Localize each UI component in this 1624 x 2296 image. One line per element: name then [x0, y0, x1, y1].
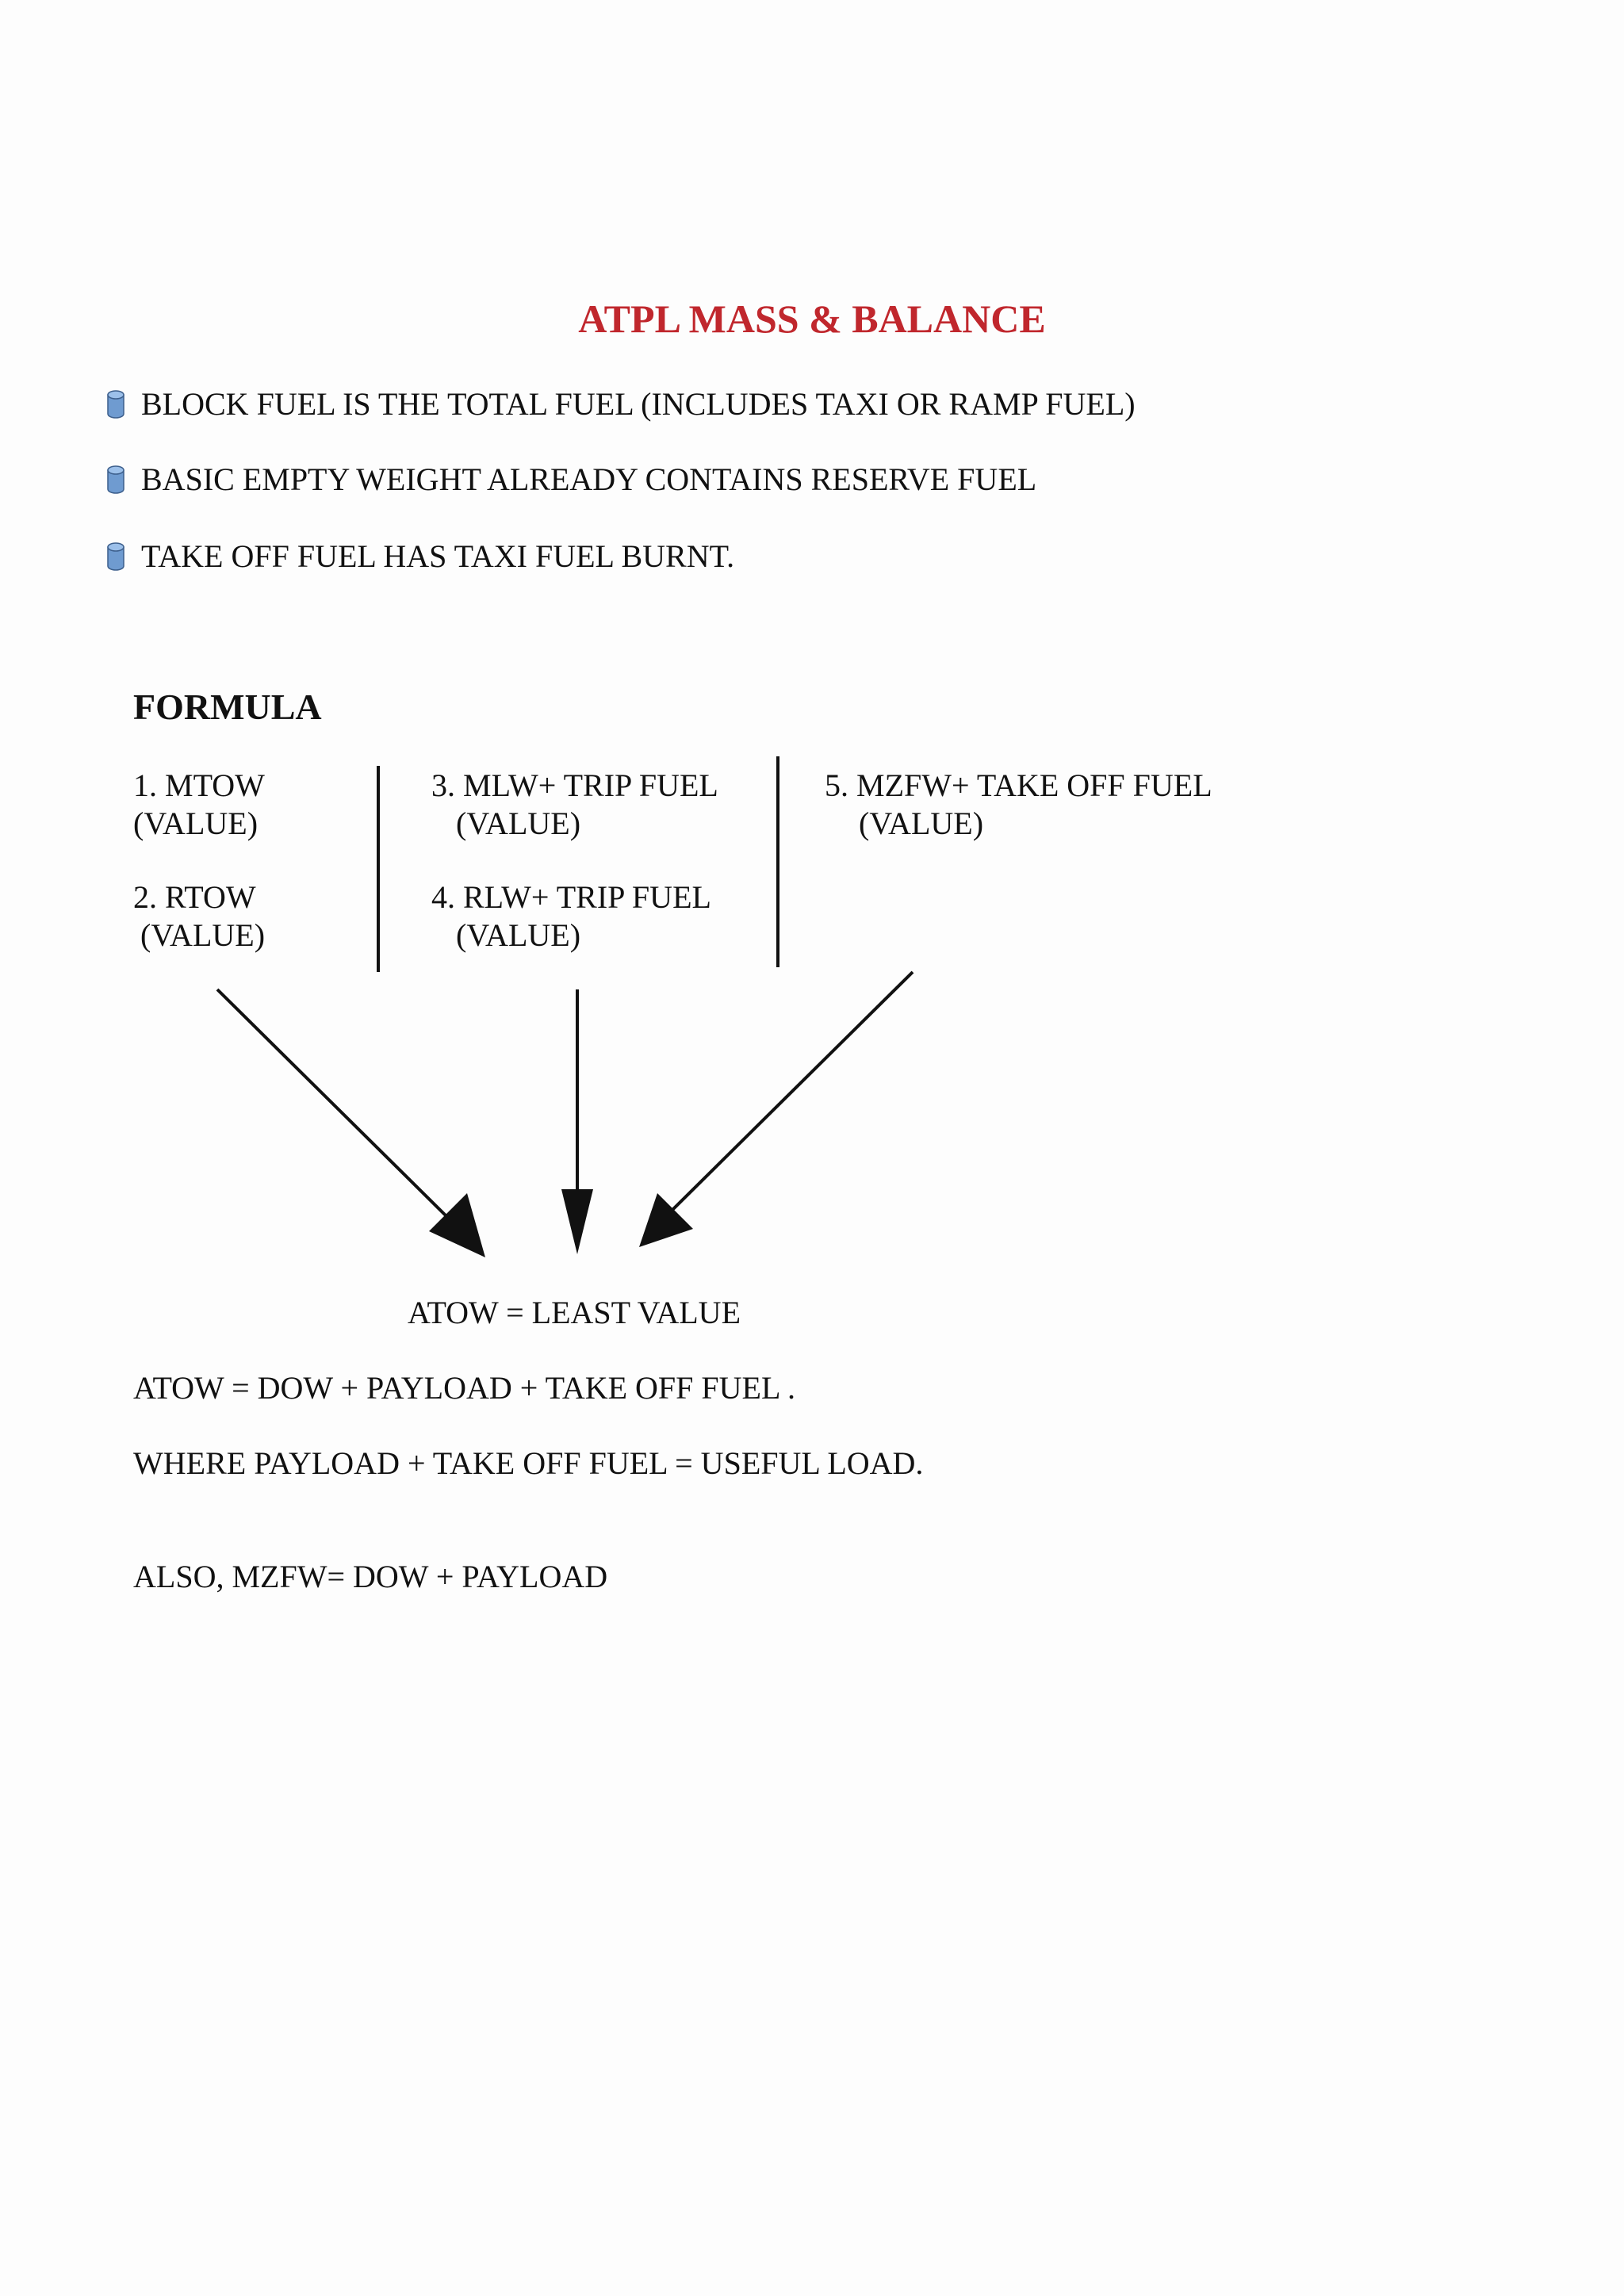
formula-item-4-label: 4. RLW+ TRIP FUEL	[431, 879, 711, 915]
formula-heading: FORMULA	[133, 687, 322, 727]
arrow-center	[561, 989, 593, 1254]
cylinder-icon	[106, 465, 125, 494]
cylinder-icon	[106, 390, 125, 419]
bullet-item	[106, 456, 1036, 503]
formula-item-5-value: (VALUE)	[859, 806, 984, 841]
formula-item-5-label: 5. MZFW+ TAKE OFF FUEL	[825, 767, 1212, 803]
equation-atow: ATOW = DOW + PAYLOAD + TAKE OFF FUEL .	[133, 1370, 795, 1406]
formula-item-2-value: (VALUE)	[140, 917, 266, 953]
bullet-text: BASIC EMPTY WEIGHT ALREADY CONTAINS RESERVE FUEL	[141, 461, 1037, 497]
bullet-text: TAKE OFF FUEL HAS TAXI FUEL BURNT.	[141, 538, 735, 574]
arrow-left	[217, 989, 485, 1257]
formula-item-4-value: (VALUE)	[456, 917, 581, 953]
formula-item-1-value: (VALUE)	[133, 806, 259, 841]
formula-result: ATOW = LEAST VALUE	[408, 1295, 741, 1330]
formula-item-3-label: 3. MLW+ TRIP FUEL	[431, 767, 718, 803]
equation-useful-load: WHERE PAYLOAD + TAKE OFF FUEL = USEFUL LOAD.	[133, 1445, 924, 1481]
formula-item-2-label: 2. RTOW	[133, 879, 256, 915]
formula-item-3-value: (VALUE)	[456, 806, 581, 841]
arrow-right	[639, 972, 913, 1247]
equation-mzfw: ALSO, MZFW= DOW + PAYLOAD	[133, 1559, 608, 1594]
bullet-text: BLOCK FUEL IS THE TOTAL FUEL (INCLUDES TAXI OR RAMP FUEL)	[141, 386, 1136, 422]
bullet-item	[106, 533, 734, 580]
bullet-item	[106, 381, 1136, 428]
cylinder-icon	[106, 542, 125, 571]
formula-item-1-label: 1. MTOW	[133, 767, 265, 803]
document-title: ATPL MASS & BALANCE	[578, 297, 1046, 341]
